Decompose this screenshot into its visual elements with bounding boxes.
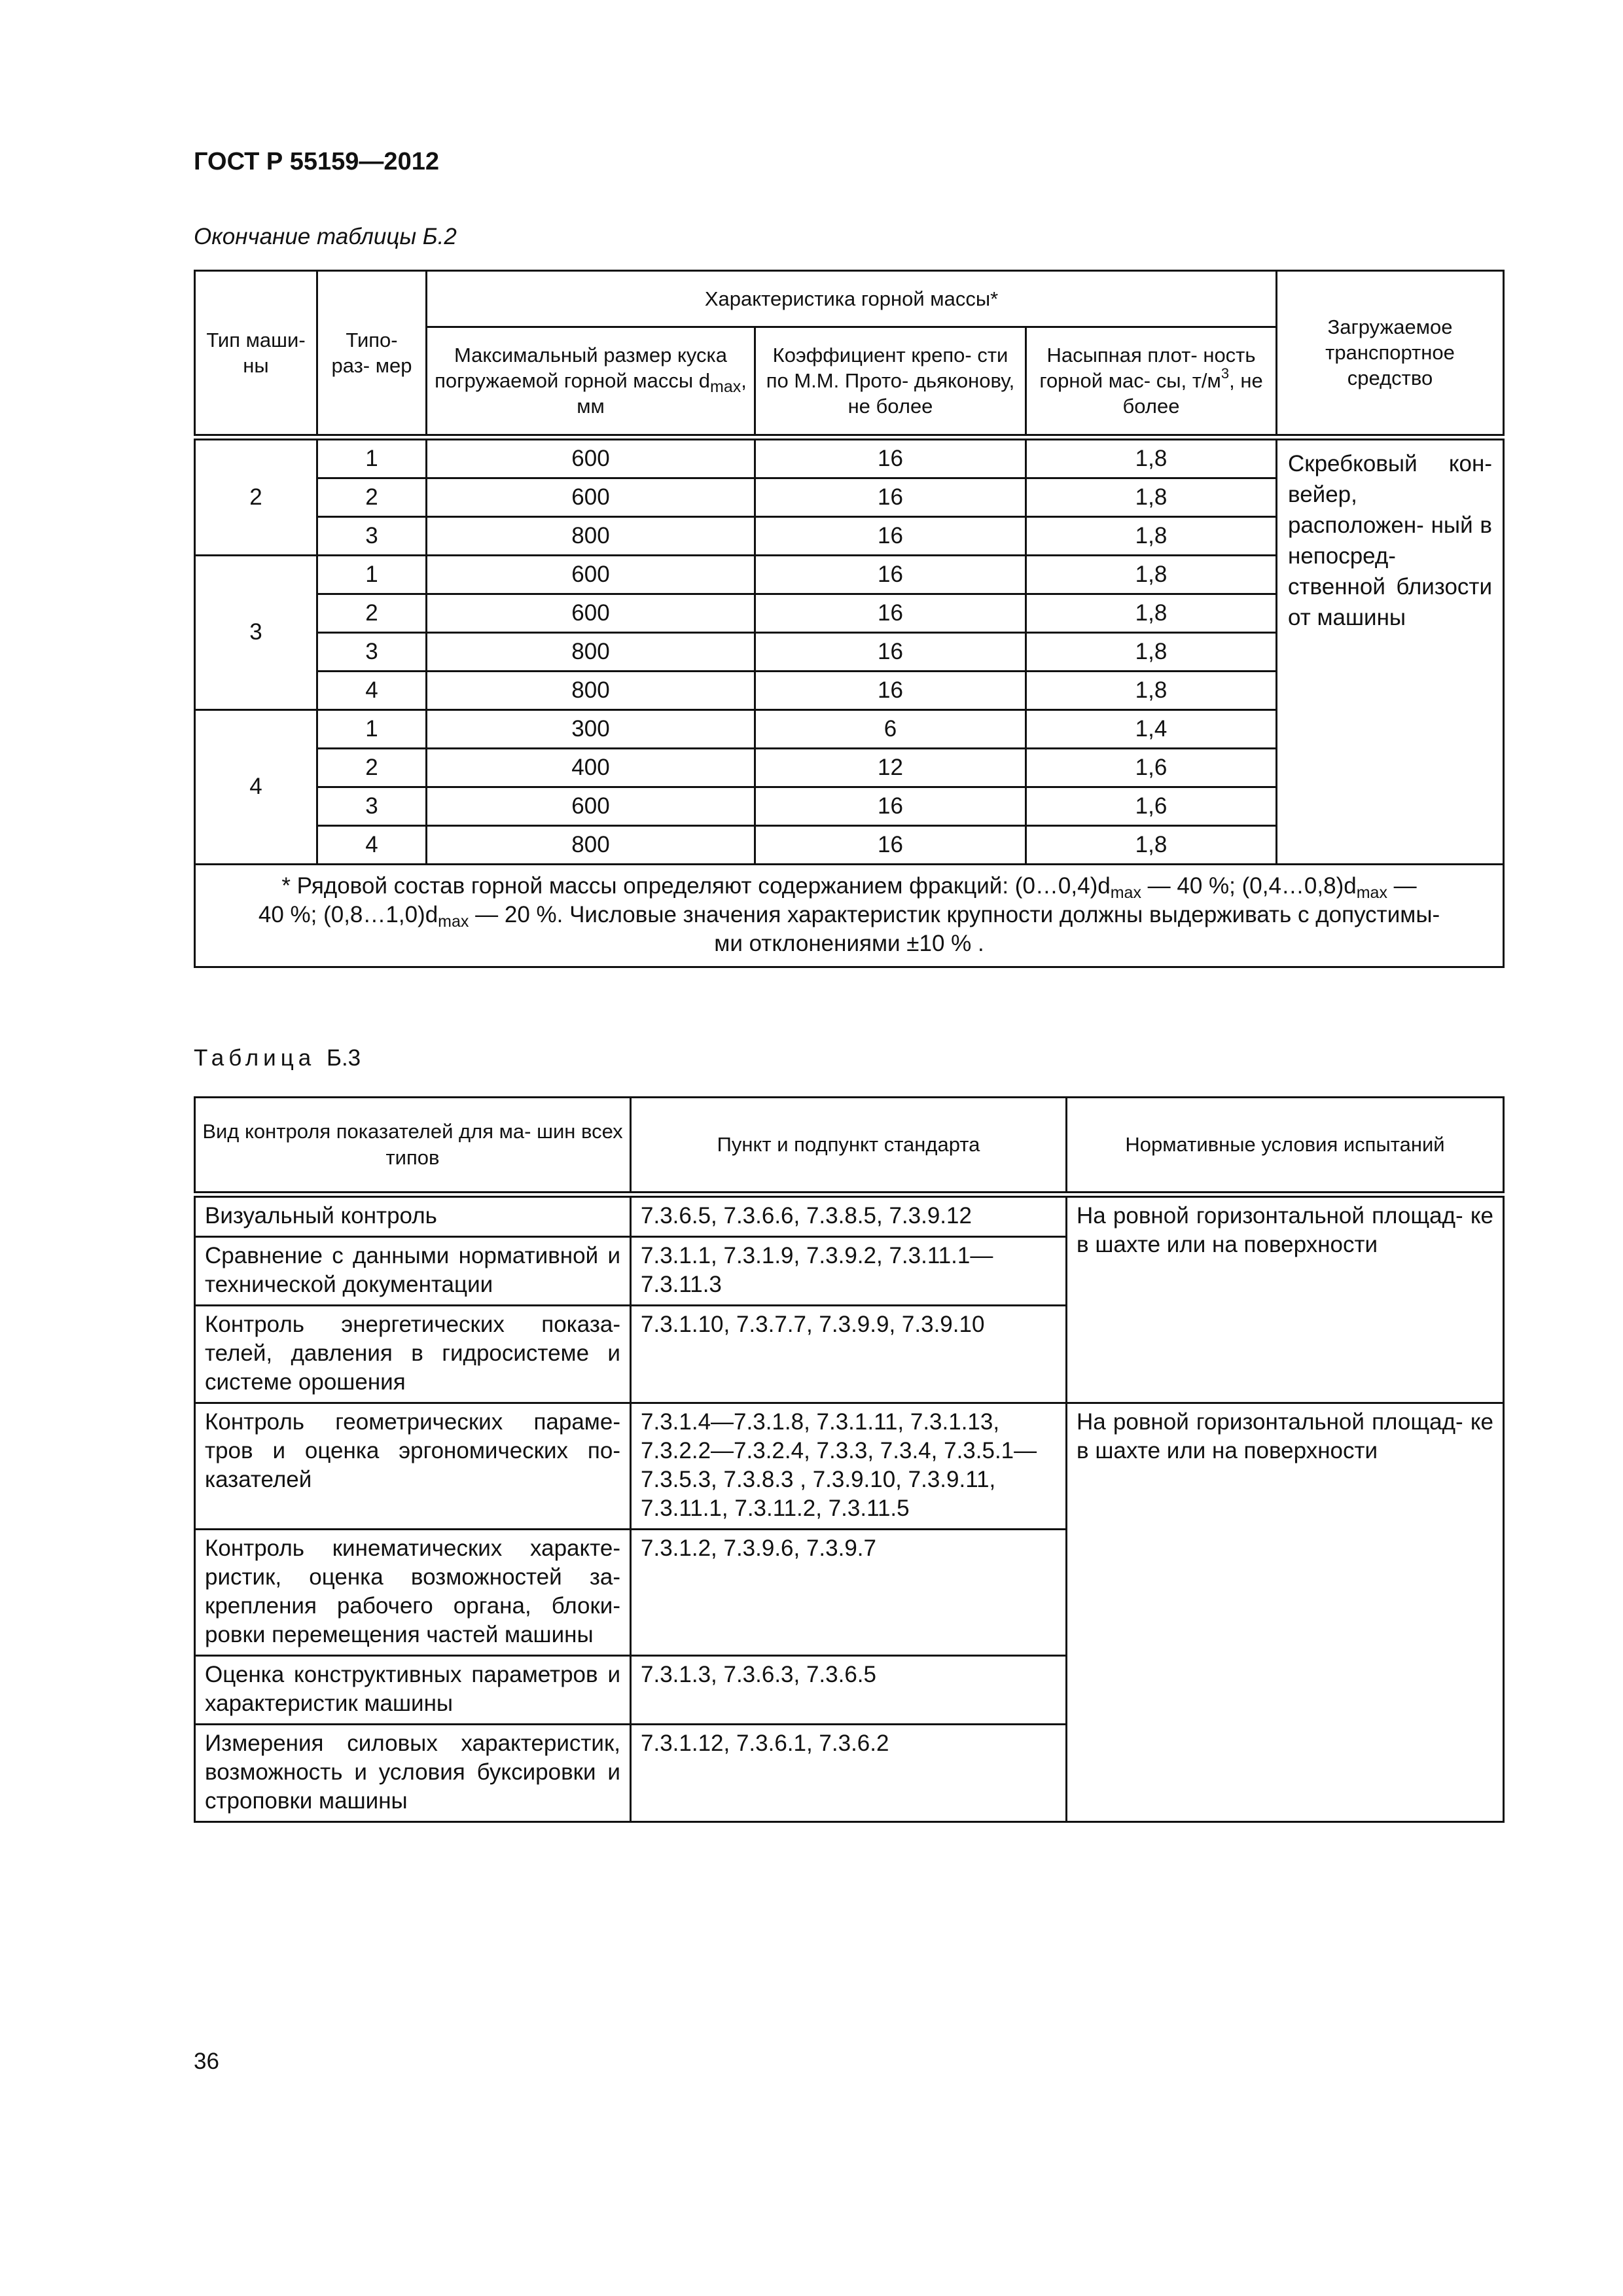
clause-list-cell: 7.3.1.1, 7.3.1.9, 7.3.9.2, 7.3.11.1—7.3.11.3 <box>631 1237 1067 1306</box>
density-cell: 1,8 <box>1026 516 1277 555</box>
max-size-cell: 800 <box>427 825 755 864</box>
table-b2-caption: Окончание таблицы Б.2 <box>194 224 457 249</box>
max-size-cell: 600 <box>427 787 755 825</box>
header-control-type: Вид контроля показателей для ма- шин всех типов <box>195 1098 631 1195</box>
size-type-cell: 2 <box>317 594 427 632</box>
density-cell: 1,8 <box>1026 555 1277 594</box>
strength-cell: 16 <box>755 516 1026 555</box>
density-cell: 1,6 <box>1026 748 1277 787</box>
max-size-cell: 600 <box>427 478 755 516</box>
size-type-cell: 2 <box>317 748 427 787</box>
header-machine-type: Тип маши- ны <box>195 271 317 437</box>
strength-cell: 16 <box>755 671 1026 709</box>
strength-cell: 16 <box>755 478 1026 516</box>
header-max-size: Максимальный размер куска погружаемой горной массы $d_{max}$, мм <box>427 327 755 437</box>
strength-cell: 16 <box>755 632 1026 671</box>
strength-cell: 16 <box>755 594 1026 632</box>
table-b3 <box>194 1096 1505 1823</box>
clause-list-cell: 7.3.1.12, 7.3.6.1, 7.3.6.2 <box>631 1725 1067 1822</box>
table-b2-footnote: * Рядовой состав горной массы определяют содержанием фракций: $(0\dots 0,4)d_{max}$ — 40 %; $(0,4\dots 0,8)d_{max}$ — 40 %; $(0,8\dots 1,0)d_{max}$ — 20 %. Числовые значения характеристик крупности должны выдерживать с допустимы- ми отклонениями ±10 % . <box>195 864 1504 967</box>
document-header: ГОСТ Р 55159—2012 <box>194 148 439 175</box>
table-row <box>195 437 1504 478</box>
density-cell: 1,4 <box>1026 709 1277 748</box>
density-cell: 1,6 <box>1026 787 1277 825</box>
clause-list-cell: 7.3.1.2, 7.3.9.6, 7.3.9.7 <box>631 1530 1067 1656</box>
machine-type-cell: 2 <box>195 437 317 556</box>
size-type-cell: 4 <box>317 825 427 864</box>
table-b3-caption: Таблица Б.3 <box>194 1045 361 1071</box>
transport-cell: Скребковый кон- вейер, расположен- ный в непосред- ственной близости от машины <box>1277 437 1504 865</box>
max-size-cell: 400 <box>427 748 755 787</box>
max-size-cell: 600 <box>427 555 755 594</box>
max-size-cell: 800 <box>427 632 755 671</box>
size-type-cell: 3 <box>317 516 427 555</box>
size-type-cell: 1 <box>317 555 427 594</box>
strength-cell: 12 <box>755 748 1026 787</box>
size-type-cell: 3 <box>317 787 427 825</box>
max-size-cell: 800 <box>427 671 755 709</box>
strength-cell: 6 <box>755 709 1026 748</box>
size-type-cell: 1 <box>317 437 427 478</box>
max-size-cell: 600 <box>427 437 755 478</box>
table-row <box>195 1194 1504 1237</box>
clause-list-cell: 7.3.1.3, 7.3.6.3, 7.3.6.5 <box>631 1656 1067 1725</box>
density-cell: 1,8 <box>1026 594 1277 632</box>
page-number: 36 <box>194 2049 219 2074</box>
header-transport: Загружаемое транспортное средство <box>1277 271 1504 437</box>
table-b2 <box>194 270 1505 968</box>
header-clause: Пункт и подпункт стандарта <box>631 1098 1067 1195</box>
size-type-cell: 2 <box>317 478 427 516</box>
density-cell: 1,8 <box>1026 437 1277 478</box>
density-cell: 1,8 <box>1026 478 1277 516</box>
control-type-cell: Контроль кинематических характе- ристик, оценка возможностей за- крепления рабочего органа, блоки- ровки перемещения частей машины <box>195 1530 631 1656</box>
control-type-cell: Измерения силовых характеристик, возможность и условия буксировки и строповки машины <box>195 1725 631 1822</box>
header-conditions: Нормативные условия испытаний <box>1067 1098 1504 1195</box>
size-type-cell: 1 <box>317 709 427 748</box>
control-type-cell: Визуальный контроль <box>195 1194 631 1237</box>
size-type-cell: 3 <box>317 632 427 671</box>
machine-type-cell: 3 <box>195 555 317 709</box>
control-type-cell: Контроль геометрических параме- тров и оценка эргономических по- казателей <box>195 1403 631 1530</box>
machine-type-cell: 4 <box>195 709 317 864</box>
clause-list-cell: 7.3.1.10, 7.3.7.7, 7.3.9.9, 7.3.9.10 <box>631 1306 1067 1403</box>
test-conditions-cell: На ровной горизонтальной площад- ке в шахте или на поверхности <box>1067 1194 1504 1403</box>
test-conditions-cell: На ровной горизонтальной площад- ке в шахте или на поверхности <box>1067 1403 1504 1822</box>
control-type-cell: Оценка конструктивных параметров и характеристик машины <box>195 1656 631 1725</box>
strength-cell: 16 <box>755 825 1026 864</box>
max-size-cell: 300 <box>427 709 755 748</box>
clause-list-cell: 7.3.6.5, 7.3.6.6, 7.3.8.5, 7.3.9.12 <box>631 1194 1067 1237</box>
max-size-cell: 800 <box>427 516 755 555</box>
max-size-cell: 600 <box>427 594 755 632</box>
clause-list-cell: 7.3.1.4—7.3.1.8, 7.3.1.11, 7.3.1.13, 7.3.2.2—7.3.2.4, 7.3.3, 7.3.4, 7.3.5.1—7.3.5.3, 7.3.8.3 , 7.3.9.10, 7.3.9.11, 7.3.11.1, 7.3.11.2, 7.3.11.5 <box>631 1403 1067 1530</box>
strength-cell: 16 <box>755 437 1026 478</box>
header-density: Насыпная плот- ность горной мас- сы, $т/м^3$, не более <box>1026 327 1277 437</box>
strength-cell: 16 <box>755 555 1026 594</box>
size-type-cell: 4 <box>317 671 427 709</box>
control-type-cell: Контроль энергетических показа- телей, давления в гидросистеме и системе орошения <box>195 1306 631 1403</box>
header-strength: Коэффициент крепо- сти по М.М. Прото- дьяконову, не более <box>755 327 1026 437</box>
strength-cell: 16 <box>755 787 1026 825</box>
table-row <box>195 1403 1504 1530</box>
header-rock-characteristics: Характеристика горной массы* <box>427 271 1277 327</box>
density-cell: 1,8 <box>1026 825 1277 864</box>
control-type-cell: Сравнение с данными нормативной и технической документации <box>195 1237 631 1306</box>
density-cell: 1,8 <box>1026 632 1277 671</box>
header-size-type: Типо- раз- мер <box>317 271 427 437</box>
density-cell: 1,8 <box>1026 671 1277 709</box>
